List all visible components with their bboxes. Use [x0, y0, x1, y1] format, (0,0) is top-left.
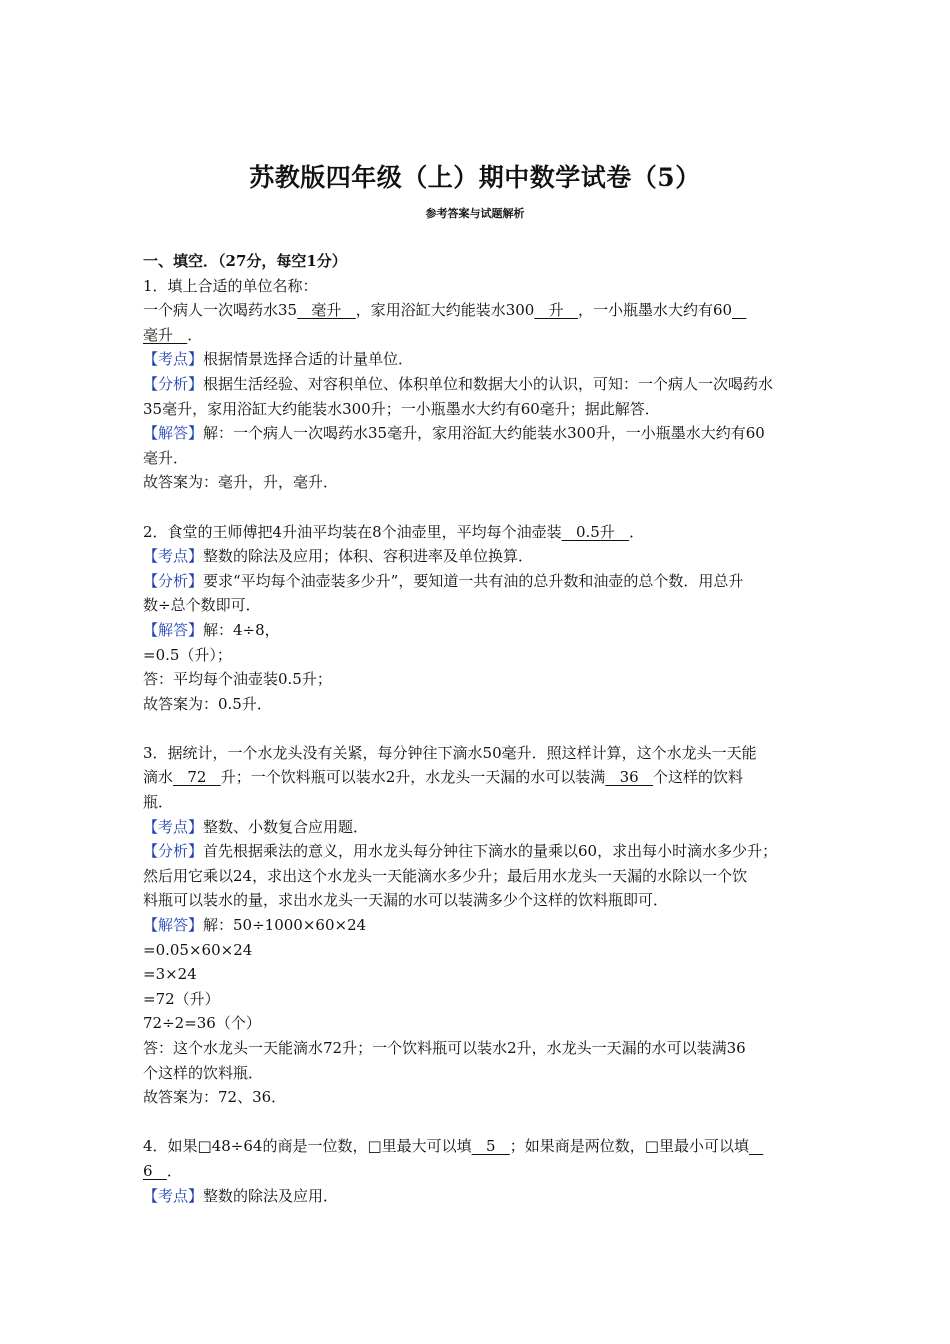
- fenxi-tag: 【分析】: [143, 571, 204, 590]
- answer-blank: [749, 1137, 763, 1155]
- kaodian-tag: 【考点】: [143, 350, 204, 369]
- q3-step: =72（升）: [143, 989, 220, 1008]
- q3-stem-cont: [143, 765, 811, 790]
- kaodian-tag: 【考点】: [143, 817, 204, 836]
- q2-step: 答：平均每个油壶装0.5升；: [143, 670, 332, 689]
- answer-blank: 6: [143, 1161, 167, 1180]
- text: 整数、小数复合应用题．: [203, 817, 369, 836]
- q1-fenxi: [143, 372, 811, 397]
- answer-blank: 5: [471, 1137, 510, 1156]
- text: 整数的除法及应用；体积、容积进率及单位换算．: [203, 547, 534, 566]
- q2-answer: 故答案为：0.5升．: [143, 694, 272, 713]
- page-subtitle: 参考答案与试题解析: [425, 207, 525, 220]
- q3-fenxi-cont: 料瓶可以装水的量，求出水龙头一天漏的水可以装满多少个这样的饮料瓶即可．: [143, 891, 669, 910]
- text: 首先根据乘法的意义，用水龙头每分钟往下滴水的量乘以60，求出每小时滴水多少升；: [203, 842, 778, 861]
- text: 要求“平均每个油壶装多少升”，要知道一共有油的总升数和油壶的总个数．用总升: [203, 571, 744, 590]
- q2-step: =0.5（升）；: [143, 645, 232, 664]
- answer-blank: 72: [173, 768, 221, 787]
- text: 升；一个饮料瓶可以装水2升，水龙头一天漏的水可以装满: [220, 768, 606, 787]
- text: 解：一个病人一次喝药水35毫升，家用浴缸大约能装水300升，一小瓶墨水大约有60: [203, 424, 765, 443]
- q1-sentence-cont: [143, 323, 811, 348]
- q2-fenxi-cont: 数÷总个数即可．: [143, 596, 261, 615]
- q3-kaodian: [143, 815, 811, 840]
- q3-stem-end: 瓶．: [143, 793, 174, 812]
- q1-sentence: [143, 298, 811, 323]
- text: 个这样的饮料: [652, 768, 743, 787]
- text: ．: [629, 522, 645, 541]
- q1-jieda-cont: 毫升．: [143, 448, 189, 467]
- jieda-tag: 【解答】: [143, 916, 204, 935]
- q2-stem: [143, 520, 811, 545]
- page-title: 苏教版四年级（上）期中数学试卷（5）: [249, 163, 701, 192]
- q3-conclusion-cont: 个这样的饮料瓶．: [143, 1063, 264, 1082]
- text: ．: [187, 325, 203, 344]
- q3-stem: 3．据统计，一个水龙头没有关紧，每分钟往下滴水50毫升．照这样计算，这个水龙头一天能: [143, 743, 757, 762]
- text: 根据情景选择合适的计量单位．: [203, 350, 414, 369]
- q3-step: =0.05×60×24: [143, 940, 253, 959]
- kaodian-tag: 【考点】: [143, 547, 204, 566]
- text: ；如果商是两位数，□里最小可以填: [509, 1137, 749, 1156]
- text: 滴水: [143, 768, 174, 787]
- q3-step: =3×24: [143, 965, 197, 984]
- q2-kaodian: [143, 544, 811, 569]
- answer-blank: [732, 301, 746, 319]
- q4-kaodian: [143, 1184, 811, 1209]
- q3-fenxi-cont: 然后用它乘以24，求出这个水龙头一天能滴水多少升；最后用水龙头一天漏的水除以一个饮: [143, 866, 748, 885]
- document-body: [143, 249, 811, 1208]
- q4-stem-cont: [143, 1159, 811, 1184]
- text: 解：50÷1000×60×24: [203, 916, 367, 935]
- q1-answer: 故答案为：毫升，升，毫升．: [143, 473, 339, 492]
- kaodian-tag: 【考点】: [143, 1186, 204, 1205]
- answer-blank: 0.5升: [561, 522, 630, 541]
- answer-blank: 毫升: [297, 301, 356, 320]
- section-heading: 一、填空．（27分，每空1分）: [143, 252, 347, 270]
- jieda-tag: 【解答】: [143, 620, 204, 639]
- q3-conclusion: 答：这个水龙头一天能滴水72升；一个饮料瓶可以装水2升，水龙头一天漏的水可以装满36: [143, 1039, 746, 1057]
- jieda-tag: 【解答】: [143, 424, 204, 443]
- q2-jieda: [143, 618, 811, 643]
- q4-stem: [143, 1134, 811, 1159]
- text: 整数的除法及应用．: [203, 1186, 339, 1205]
- answer-blank: 毫升: [143, 325, 188, 344]
- text: 2．食堂的王师傅把4升油平均装在8个油壶里，平均每个油壶装: [143, 522, 562, 541]
- q2-fenxi: [143, 569, 811, 594]
- q1-kaodian: [143, 347, 811, 372]
- fenxi-tag: 【分析】: [143, 374, 204, 393]
- text: ，家用浴缸大约能装水300: [355, 301, 535, 320]
- q3-fenxi: [143, 839, 811, 864]
- answer-blank: 36: [605, 768, 653, 787]
- text: ．: [166, 1161, 182, 1180]
- text: 根据生活经验、对容积单位、体积单位和数据大小的认识，可知：一个病人一次喝药水: [203, 374, 774, 393]
- text: ，一小瓶墨水大约有60: [577, 301, 733, 320]
- answer-blank: 升: [534, 301, 578, 320]
- fenxi-tag: 【分析】: [143, 842, 204, 861]
- q1-jieda: [143, 421, 811, 446]
- text: 一个病人一次喝药水35: [143, 301, 298, 320]
- q3-jieda: [143, 913, 811, 938]
- q1-fenxi-cont: 35毫升，家用浴缸大约能装水300升；一小瓶墨水大约有60毫升；据此解答．: [143, 399, 660, 418]
- q3-answer: 故答案为：72、36．: [143, 1088, 287, 1107]
- text: 4．如果□48÷64的商是一位数，□里最大可以填: [143, 1137, 472, 1156]
- text: 解：4÷8，: [203, 620, 280, 639]
- q1-stem: 1．填上合适的单位名称：: [143, 276, 318, 295]
- q3-step: 72÷2=36（个）: [143, 1014, 261, 1033]
